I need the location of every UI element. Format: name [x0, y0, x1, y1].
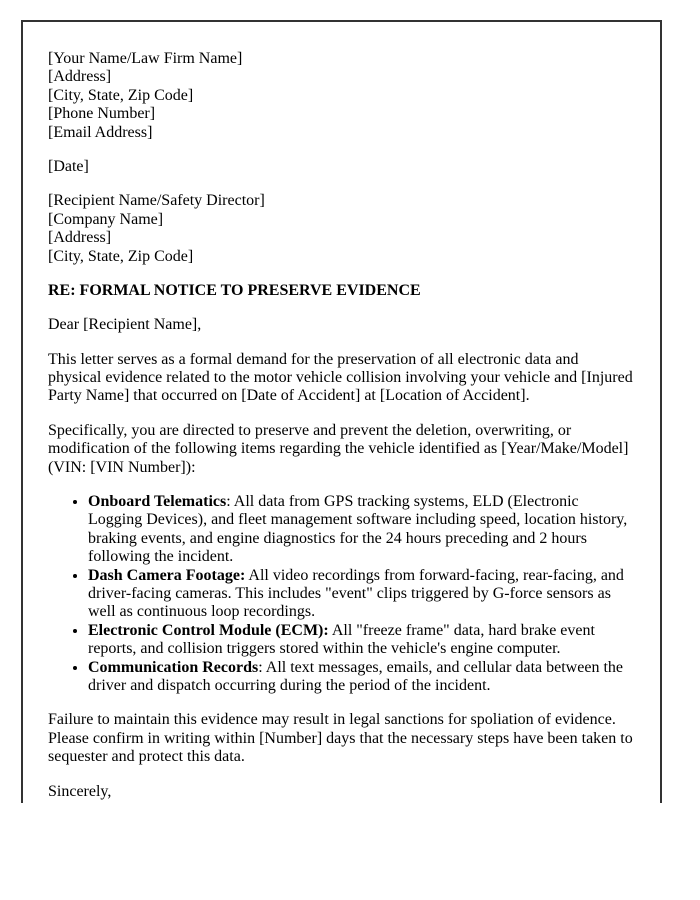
- evidence-text: All "freeze frame" data, hard brake event reports, and collision triggers stored within the vehicle's engine computer.: [88, 621, 595, 658]
- evidence-label: Onboard Telematics: [88, 493, 227, 511]
- letter-container: [21, 20, 662, 803]
- subject-line: [48, 282, 635, 300]
- evidence-list: [48, 493, 635, 695]
- closing-paragraph: Failure to maintain this evidence may result in legal sanctions for spoliation of evidence. Please confirm in writing within [Number] days that the necessary steps have been taken to sequester and protect this data.: [48, 711, 633, 766]
- sender-email-line: [Email Address]: [48, 123, 153, 141]
- directive-paragraph: Specifically, you are directed to preserve and prevent the deletion, overwriting, or modification of the following items regarding the vehicle identified as [Year/Make/Model] (VIN: [VIN Number]):: [48, 421, 629, 476]
- intro-paragraph: This letter serves as a formal demand for the preservation of all electronic data and physical evidence related to the motor vehicle collision involving your vehicle and [Injured Party Name] that occurred on [Date of Accident] at [Location of Accident].: [48, 350, 633, 405]
- subject-text: RE: FORMAL NOTICE TO PRESERVE EVIDENCE: [48, 281, 421, 299]
- sender-address-line: [Address]: [48, 68, 112, 86]
- sender-city-line: [City, State, Zip Code]: [48, 86, 194, 104]
- recipient-address-line: [Address]: [48, 229, 112, 247]
- date-line: [Date]: [48, 157, 89, 175]
- evidence-text: : All data from GPS tracking systems, ELD (Electronic Logging Devices), and fleet management software including speed, location history, braking events, and engine diagnostics for the 24 hours preceding and 2 hours following the incident.: [88, 493, 628, 566]
- sender-name-line: [Your Name/Law Firm Name]: [48, 50, 243, 67]
- sender-address-block: [48, 50, 635, 142]
- recipient-company-line: [Company Name]: [48, 210, 164, 228]
- evidence-label: Dash Camera Footage:: [88, 566, 246, 584]
- recipient-name-line: [Recipient Name/Safety Director]: [48, 192, 265, 210]
- sender-phone-line: [Phone Number]: [48, 105, 156, 123]
- evidence-text: All video recordings from forward-facing, rear-facing, and driver-facing cameras. This includes "event" clips triggered by G-force sensors as well as continuous loop recordings.: [88, 566, 624, 621]
- list-item-communication-records: [88, 659, 635, 696]
- evidence-label: Electronic Control Module (ECM):: [88, 621, 329, 639]
- evidence-text: : All text messages, emails, and cellular data between the driver and dispatch occurring during the period of the incident.: [88, 658, 623, 694]
- recipient-city-line: [City, State, Zip Code]: [48, 247, 194, 265]
- list-item-onboard-telematics: [88, 493, 635, 567]
- signoff: Sincerely,: [48, 782, 112, 800]
- list-item-ecm: [88, 622, 635, 659]
- evidence-label: Communication Records: [88, 658, 259, 676]
- recipient-address-block: [48, 192, 635, 266]
- salutation: Dear [Recipient Name],: [48, 316, 202, 334]
- list-item-dash-camera-footage: [88, 567, 635, 622]
